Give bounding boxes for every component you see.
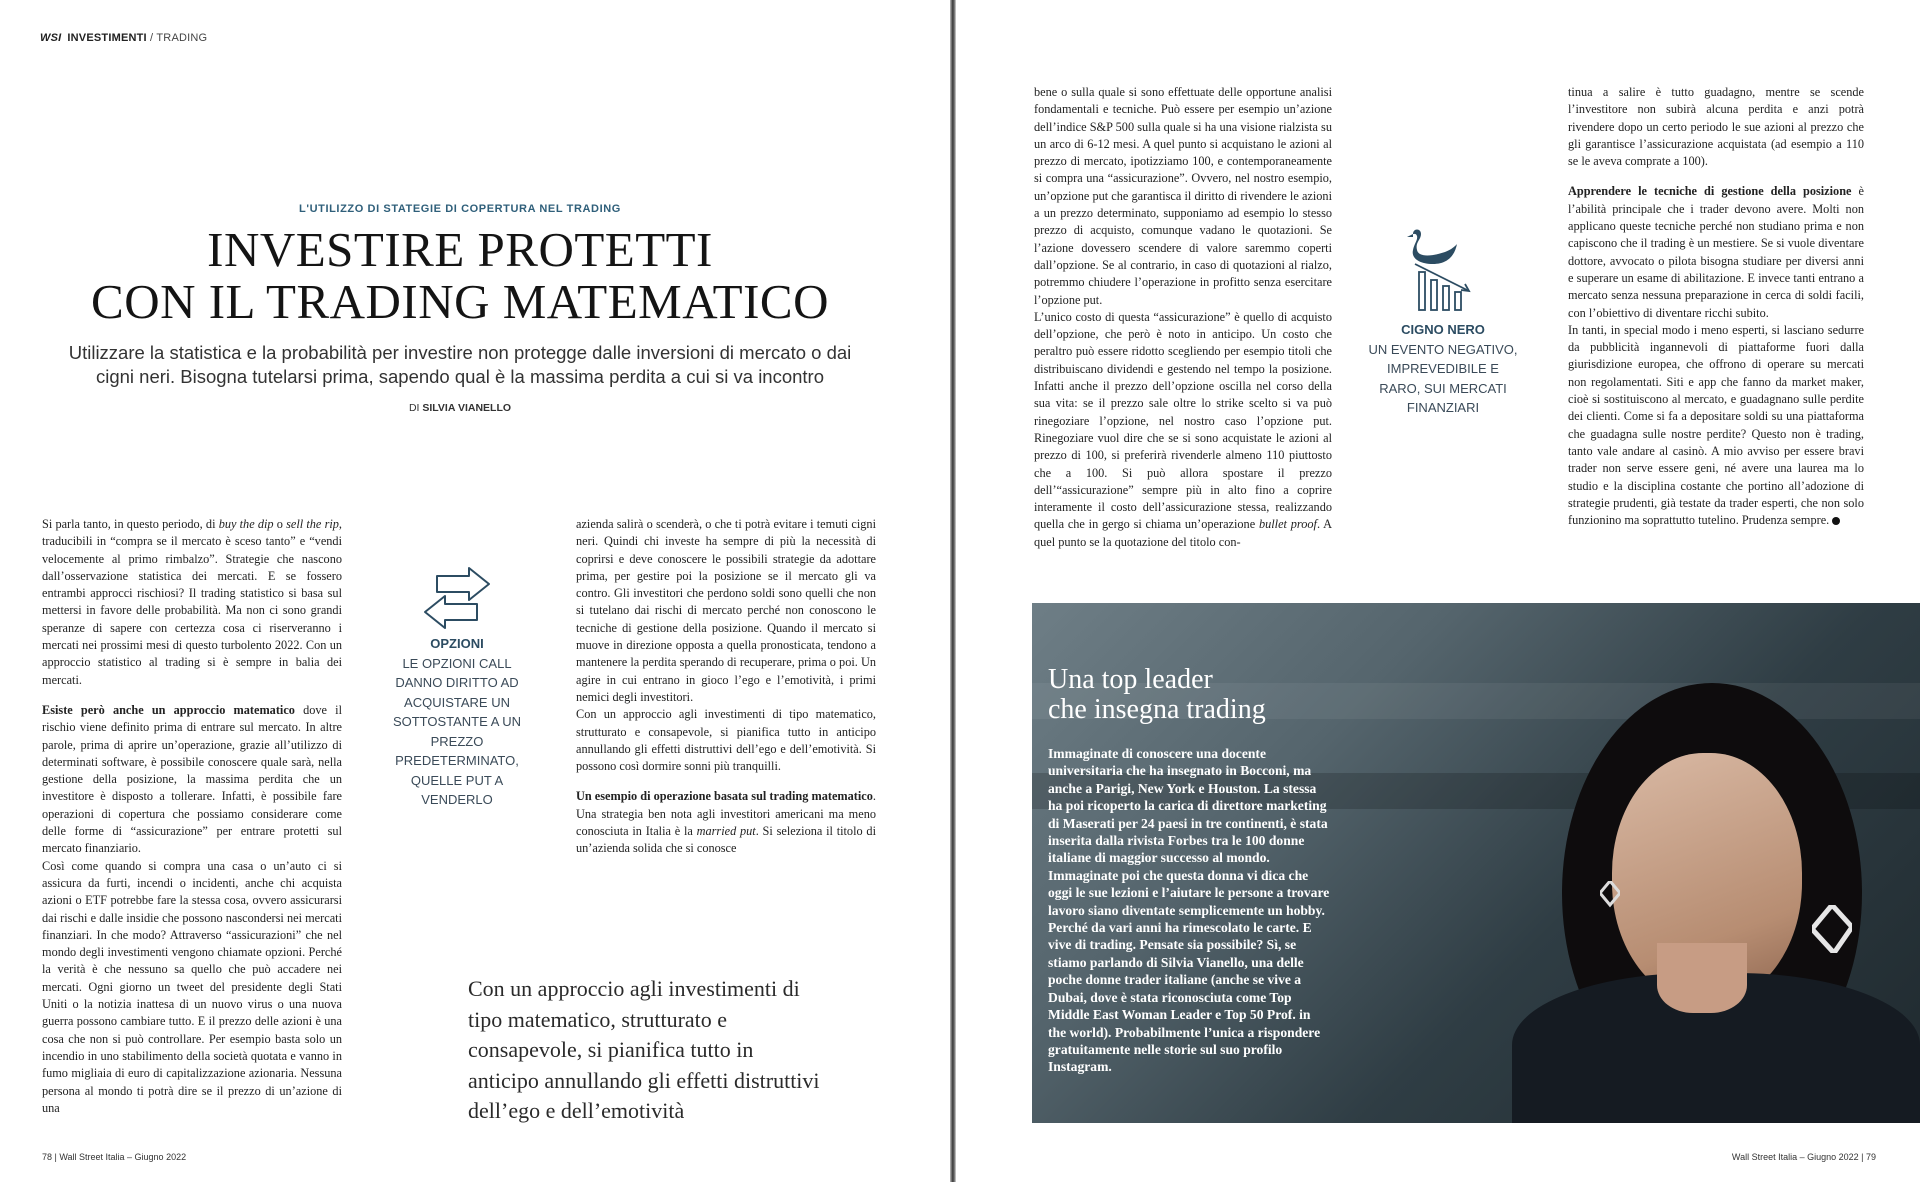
paragraph [42,516,342,689]
byline [0,402,920,414]
paragraph [1034,309,1332,551]
sidebar-options [392,566,522,810]
photo-box-title [1048,665,1348,725]
article-column-3 [1034,84,1332,551]
portrait-image [1452,643,1920,1123]
text-run: o [273,517,287,531]
author-name: SILVIA VIANELLO [422,402,512,414]
subsection-label: TRADING [156,32,208,44]
footer-right: Wall Street Italia – Giugno 2022 | 79 [1731,1152,1876,1162]
paragraph: Così come quando si compra una casa o un’auto ci si assicura da furti, incendi o incidenti, anche chi acquista azioni o ETF potrebbe fare la stessa cosa, ovvero assicurarsi dai rischi e dalle insidie che possono nascondersi nei mercati finanziari. In che modo? Attraverso “assicurazioni” che nel mondo degli investimenti vengono chiamate opzioni. Perché la verità è che nessuno sa quello che può accadere nei mercati. Ogni giorno un tweet del presidente degli Stati Uniti o la notizia inattesa di un nuovo virus o una nuova guerra possono cambiare tutto. E il prezzo delle azioni è una cosa che non si può controllare. Per esempio basta solo un incendio in uno stabilimento della società quotata e vanno in fumo migliaia di euro di capitalizzazione azionaria. Nessuna persona al mondo ti potrà dire se il prezzo di un’azione di una [42,858,342,1115]
exchange-arrows-icon [392,566,522,634]
paragraph-lead: Esiste però anche un approccio matematico [42,702,295,717]
section-header [40,32,207,44]
text-run: In tanti, in special modo i meno esperti, si lasciano sedurre da pubblicità ingannevoli di piattaforme fuori dalla giurisdizione europea, che offrono di operare su mercati non regolamentati. Siti e app che fanno da market maker, cioè si sostituiscono al mercato, e guadagnano sulle perdite dei clienti. Come si fa a depositare soldi su una piattaforma che guadagna sulle nostre perdite? Questo non è trading, tanto vale andare al casinò. A mio avviso per essere bravi trader non serve essere geni, né avere una laurea ma lo studio e la disciplina costante che portino all’adozione di strategie prudenti, già testate da trader esperti, che non solo funzionino ma soprattutto tutelino. Prudenza sempre. [1568,322,1864,528]
sidebar-options-title: OPZIONI [430,636,484,651]
article-deck: Utilizzare la statistica e la probabilità per investire non protegge dalle inversioni di mercato o dai cigni neri. Bisogna tutelarsi prima, sapendo qual è la massima perdita a cui si va incontro [68,342,852,387]
italic-term: bullet proof [1258,517,1317,532]
sidebar-options-text: LE OPZIONI CALL DANNO DIRITTO AD ACQUISTARE UN SOTTOSTANTE A UN PREZZO PREDETERMINATO, QUELLE PUT A VENDERLO [392,655,522,807]
paragraph [42,702,342,858]
text-run: . Si seleziona il titolo di un’azienda solida che si conosce [576,824,876,856]
paragraph-lead: Un esempio di operazione basata sul trading matematico [576,789,873,804]
section-label: INVESTIMENTI [67,32,147,44]
sidebar-black-swan [1368,228,1518,418]
italic-term: sell the rip [286,517,339,531]
byline-prefix: DI [408,402,423,414]
paragraph: Con un approccio agli investimenti di tipo matematico, strutturato e consapevole, si pianifica tutto in anticipo annullando gli effetti distruttivi dell’ego e dell’emotività. Si possono così dormire sonni più tranquilli. [576,707,876,774]
black-swan-declining-bars-icon [1368,228,1518,320]
text-run: è l’abilità principale che i trader devono avere. Molti non applicano queste tecniche perché non studiano prima e non capiscono che il trading è un mestiere. Se si vuole diventare dottore, avvocato o pilota bisogna studiare per diversi anni e superare un esame di abilitazione. E invece tanti entrano a mercato senza nessuna preparazione in cerca di soldi facili, con l’obiettivo di diventare ricchi subito. [1568,184,1864,320]
italic-term: married put [696,824,756,839]
text-run: . Una strategia ben nota agli investitori americani ma meno conosciuta in Italia è la [576,789,876,839]
footer-left: 78 | Wall Street Italia – Giugno 2022 [42,1152,187,1162]
portrait-photo-box [1032,603,1920,1123]
brand-logo: WSI [40,32,62,44]
article-kicker: L'UTILIZZO DI STATEGIE DI COPERTURA NEL TRADING [299,203,621,215]
left-page [0,0,950,1182]
photo-title-line-2: che insegna trading [1048,694,1266,725]
article-column-4 [1568,84,1864,529]
title-line-1: INVESTIRE PROTETTI [207,222,713,277]
paragraph-lead: Apprendere le tecniche di gestione della posizione [1568,184,1852,199]
header-separator: / [146,32,157,44]
paragraph: bene o sulla quale si sono effettuate delle opportune analisi fondamentali e tecniche. Può essere per esempio un’azione dell’indice S&P 500 sulla quale si ha una visione rialzista su un arco di 6-12 mesi. A quel punto si acquistano le azioni al prezzo di mercato, ipotizziamo 100, e contemporaneamente si compra una “assicurazione”. Ovvero, nel nostro esempio, un’opzione put che garantisca il diritto di rivendere le azioni a un prezzo determinato, supponiamo ad esempio lo stesso prezzo di acquisto, comunque vadano le quotazioni. Se l’azione dovessero scendere di valore saremmo coperti dall’opzione. Se al contrario, in caso di quotazioni al rialzo, potremmo chiudere l’operazione in profitto senza esercitare l’opzione put. [1034,85,1332,307]
article-column-2 [576,516,876,858]
paragraph: tinua a salire è tutto guadagno, mentre se scende l’investitore non subirà alcuna perdita e anzi potrà rivendere dopo un certo periodo le sue azioni al prezzo che gli garantisce l’assicurazione acquistata (ad esempio a 110 se le aveva comprate a 100). [1568,85,1864,169]
photo-title-line-1: Una top leader [1048,664,1213,695]
italic-term: buy the dip [218,517,274,531]
text-run: , traducibili in “compra se il mercato è sceso tanto” e “vendi velocemente al primo rimbalzo”. Strategie che nascono dall’osservazione statistica dei mercati. E se fossero entrambi approcci rischiosi? Il trading statistico si basa sul mettersi in favore delle probabilità. Ma non ci sono grandi speranze di sapere con certezza cosa ci riserveranno i mercati nei prossimi mesi di questo turbolento 2022. Con un approccio statistico al trading si è sempre in balia dei mercati. [42,517,342,687]
text-run: L’unico costo di questa “assicurazione” è quello di acquisto dell’opzione, che però è noto in anticipo. Un costo che peraltro può essere ridotto scegliendo per esempio titoli che distribuiscano dividendi e gestendo nel tempo la posizione. Infatti anche il prezzo dell’opzione oscilla nel corso della sua vita: se il prezzo sale oltre lo strike scelto si va può rinegoziare l’opzione, nel nostro caso l’opzione put. Rinegoziare vuol dire che se si sono acquistate le azioni al prezzo di 100, si preferirà rivenderle almeno 110 piuttosto che a 100. Si può allora spostare il prezzo dell’“assicurazione” sempre più in alto fino a coprire interamente il costo dell’assicurazione stessa, realizzando quella che in gergo si chiama un’operazione [1034,309,1332,532]
paragraph: azienda salirà o scenderà, o che ti potrà evitare i temuti cigni neri. Quindi chi investe ha sempre di più la necessità di coprirsi e deve conoscere le possibili strategie da adottare prima, per gestire poi la posizione se il mercato gli va contro. Gli investitori che perdono soldi sono quelli che non si tutelano dai rischi di mercato perché non conoscono le tecniche di gestione della posizione. Quando il mercato si muove in direzione opposta a quella pronosticata, tendono a mantenere la perdita sperando di recuperare, prima o poi. Un agire in cui entrano in gioco l’ego e l’emotività, i primi nemici degli investitori. [576,517,876,704]
end-mark-icon [1832,517,1840,525]
title-line-2: CON IL TRADING MATEMATICO [91,274,829,329]
text-run: Si parla tanto, in questo periodo, di [42,517,219,531]
photo-box-text: Immaginate di conoscere una docente universitaria che ha insegnato in Bocconi, ma anche a Parigi, New York e Houston. La stessa ha poi ricoperto la carica di direttore marketing di Maserati per 24 paesi in tre continenti, è stata inserita dalla rivista Forbes tra le 100 donne italiane di maggior successo al mondo. Immaginate poi che questa donna vi dica che oggi le sue lezioni e l’aiutare le persone a trovare lavoro siano diventate semplicemente un hobby. Perché da vari anni ha rimescolato le carte. E vive di trading. Pensate sia possibile? Sì, se stiamo parlando di Silvia Vianello, una delle poche donne trader italiane (anche se vive a Dubai, dove è stata riconosciuta come Top Middle East Woman Leader e Top 50 Prof. in the world). Probabilmente l’unica a rispondere gratuitamente nelle storie sul suo profilo Instagram. [1048,746,1330,1075]
sidebar-swan-text: UN EVENTO NEGATIVO, IMPREVEDIBILE E RARO, SUI MERCATI FINANZIARI [1368,341,1518,415]
article-title [0,224,920,328]
paragraph [1568,183,1864,321]
paragraph [1568,322,1864,530]
text-run: dove il rischio viene definito prima di entrare sul mercato. In altre parole, prima di aprire un’operazione, grazie all’utilizzo di determinati software, è possibile conoscere quale sarà, nella gestione della posizione, la massima perdita che un investitore è disposto a tollerare. Infatti, è possibile fare operazioni di copertura che possiamo considerare come delle forme di “assicurazione” per entrare protetti sul mercato finanziario. [42,702,342,856]
paragraph [576,788,876,857]
text-run: . A quel punto se la quotazione del titolo con- [1034,517,1332,549]
article-column-1 [42,516,342,1117]
pull-quote: Con un approccio agli investimenti di tipo matematico, strutturato e consapevole, si pianifica tutto in anticipo annullando gli effetti distruttivi dell’ego e dell’emotività [468,976,820,1123]
sidebar-swan-title: CIGNO NERO [1401,322,1485,337]
